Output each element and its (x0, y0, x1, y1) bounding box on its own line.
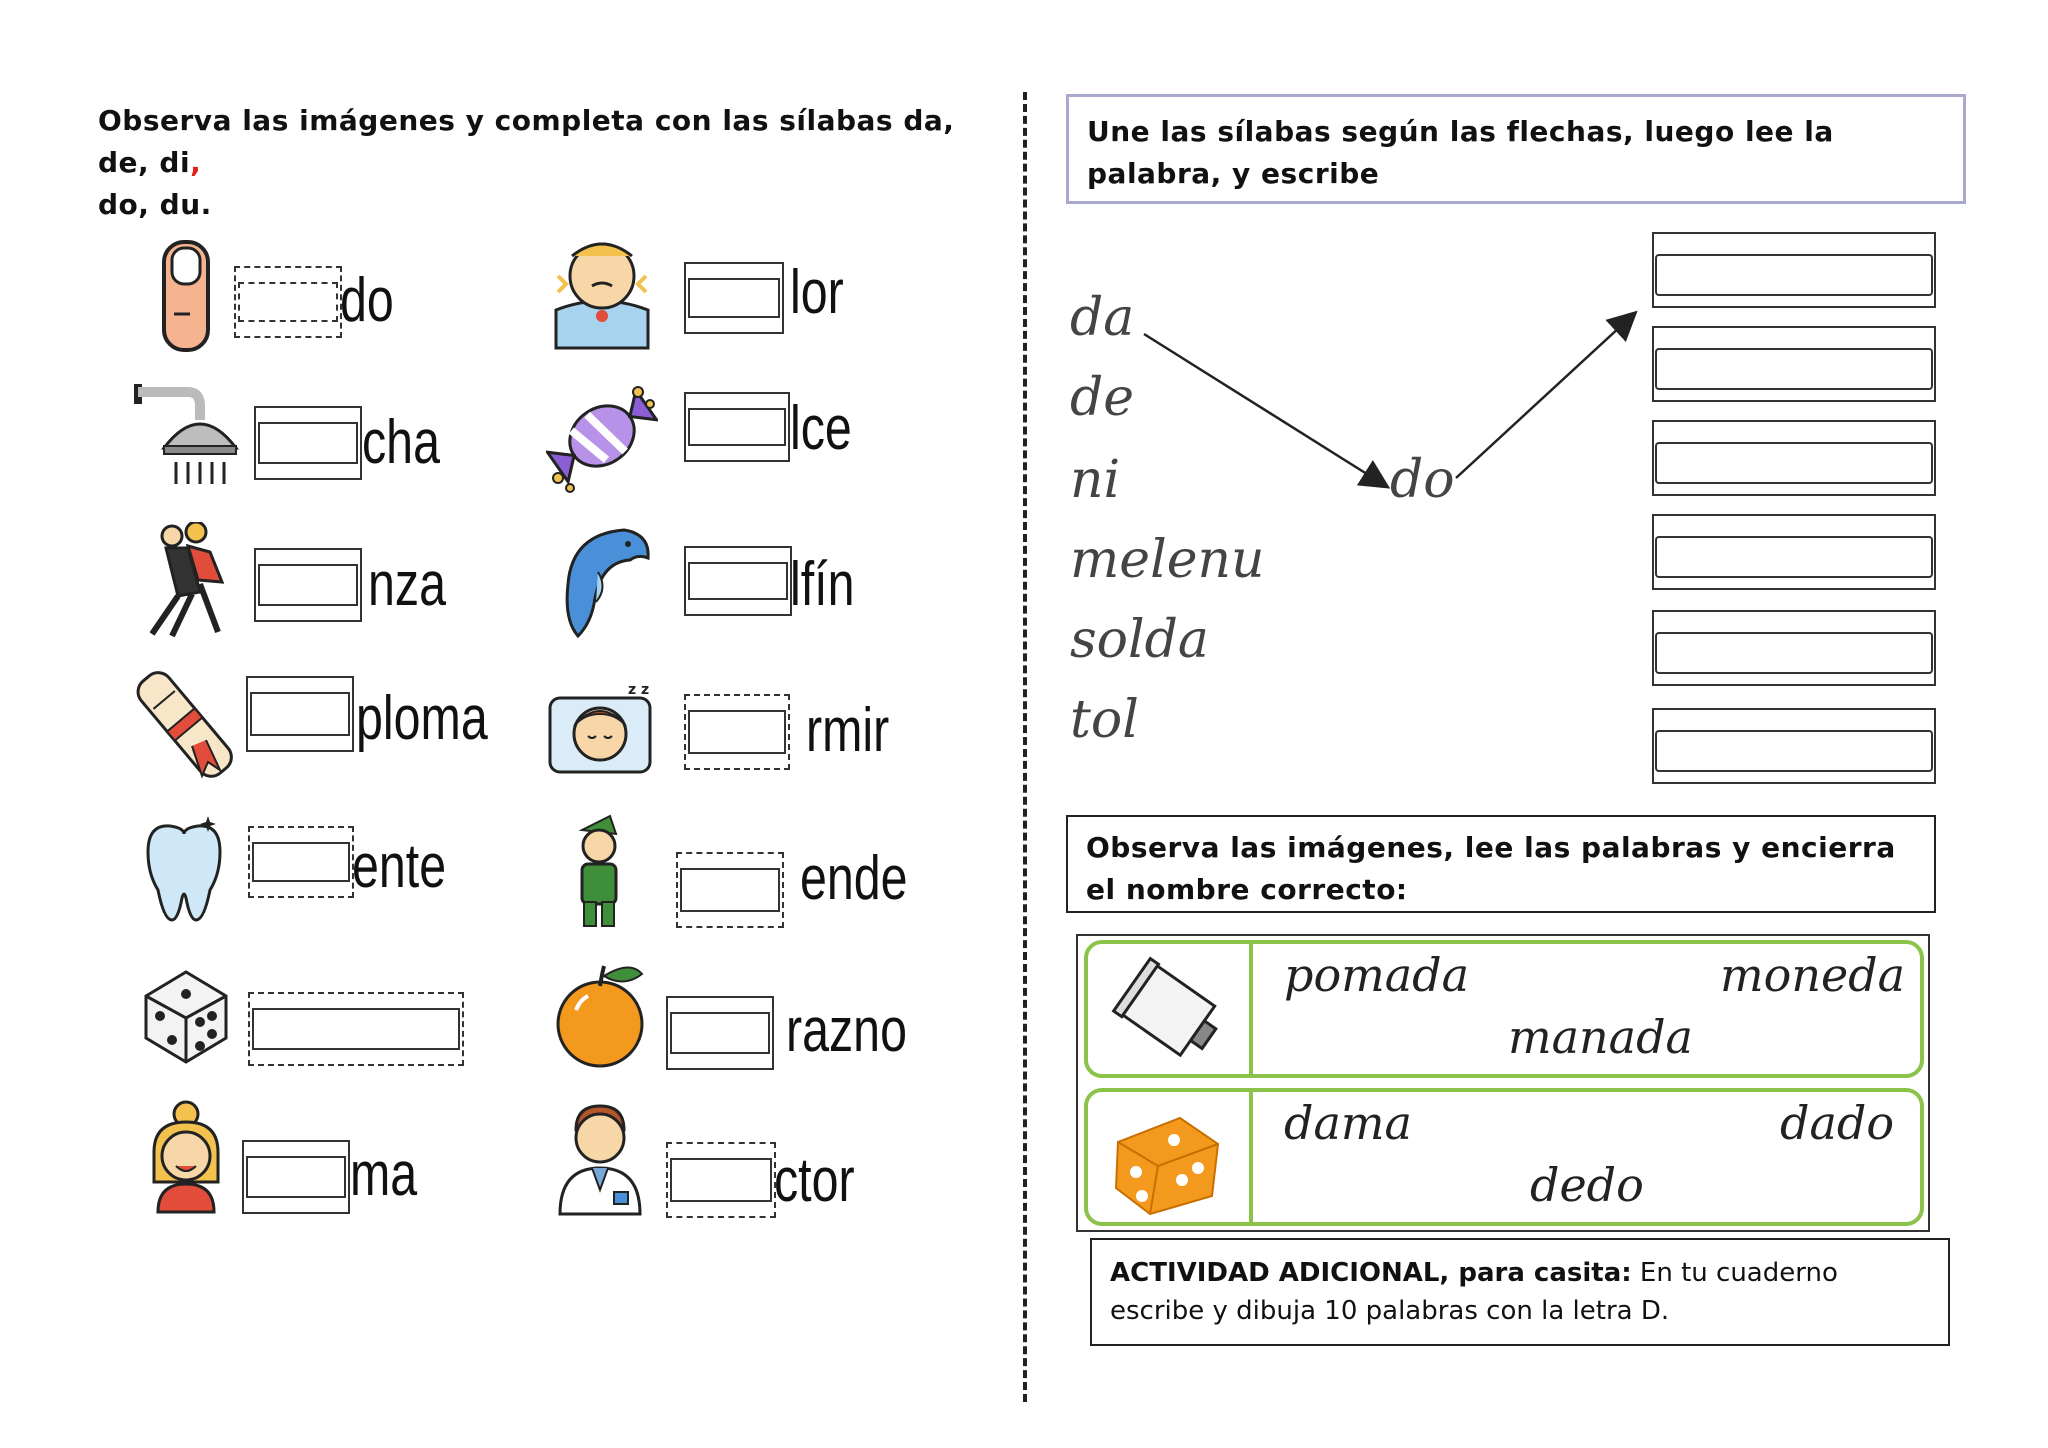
word-dedo[interactable]: dedo (1530, 1158, 1644, 1212)
word-dama[interactable]: dama (1284, 1096, 1412, 1150)
arrow-left (1144, 334, 1386, 486)
dice-icon (138, 966, 234, 1066)
answer-box-5[interactable] (254, 548, 362, 622)
extra-activity-bold: ACTIVIDAD ADICIONAL, para casita: (1110, 1258, 1632, 1288)
answer-box-11[interactable] (248, 992, 464, 1066)
dancers-icon (138, 522, 232, 640)
sleeping-boy-icon (546, 672, 654, 776)
word-pomada[interactable]: pomada (1284, 948, 1470, 1002)
extra-activity-box (1090, 1238, 1950, 1346)
answer-box-4[interactable] (684, 392, 790, 462)
instruction-text-a: Observa las imágenes y completa con las sílabas da, de, di (98, 104, 955, 179)
answer-box-1[interactable] (234, 266, 342, 338)
write-box-4[interactable] (1652, 514, 1936, 590)
syllable-8: rmir (806, 696, 890, 765)
syllable-5: nza (368, 550, 446, 619)
elf-icon (566, 812, 632, 930)
candy-icon (546, 378, 658, 494)
join-instructions-text: Une las sílabas según las flechas, luego lee la palabra, y escribe (1087, 115, 1834, 190)
diploma-icon (132, 666, 240, 786)
write-box-2[interactable] (1652, 326, 1936, 402)
syllable-14: ctor (774, 1146, 855, 1215)
choice-row-1-picture (1088, 944, 1253, 1074)
syllable-tol: tol (1070, 690, 1139, 750)
syllable-12: razno (786, 996, 907, 1065)
syllable-7: ploma (356, 684, 488, 753)
syllable-13: ma (350, 1140, 418, 1209)
extra-activity-text: En tu cuaderno escribe y dibuja 10 palabras con la letra D. (1110, 1258, 1838, 1326)
arrows-diagram (1140, 300, 1650, 500)
join-instructions-box (1066, 94, 1966, 204)
lady-icon (138, 1100, 234, 1216)
choice-row-2 (1084, 1088, 1924, 1226)
circle-instructions-box (1066, 815, 1936, 913)
write-box-5[interactable] (1652, 610, 1936, 686)
write-box-1[interactable] (1652, 232, 1936, 308)
syllable-da: da (1070, 288, 1135, 348)
syllable-10: ende (800, 844, 908, 913)
syllable-de: de (1070, 368, 1135, 428)
answer-box-12[interactable] (666, 996, 774, 1070)
svg-text:z z: z z (628, 682, 650, 698)
peach-icon (550, 960, 652, 1070)
syllable-ni: ni (1070, 450, 1121, 510)
doctor-icon (554, 1100, 646, 1216)
answer-box-10[interactable] (676, 852, 784, 928)
syllable-4: lce (790, 394, 852, 463)
word-moneda[interactable]: moneda (1720, 948, 1906, 1002)
word-manada[interactable]: manada (1508, 1010, 1693, 1064)
choice-row-2-picture (1088, 1092, 1253, 1222)
circle-instructions-text: Observa las imágenes, lee las palabras y encierra el nombre correcto: (1086, 831, 1896, 906)
syllable-melenu: melenu (1070, 530, 1265, 590)
instruction-text-b: do, du. (98, 188, 212, 221)
answer-box-13[interactable] (242, 1140, 350, 1214)
sore-throat-icon (548, 236, 656, 350)
answer-box-3[interactable] (254, 406, 362, 480)
arrow-right (1456, 314, 1634, 478)
answer-box-9[interactable] (248, 826, 354, 898)
write-box-6[interactable] (1652, 708, 1936, 784)
syllable-6: lfín (790, 550, 855, 619)
shower-icon (130, 380, 242, 490)
write-box-3[interactable] (1652, 420, 1936, 496)
instruction-comma: , (190, 146, 202, 179)
tooth-icon (138, 812, 230, 924)
syllable-2: lor (790, 258, 844, 327)
dolphin-icon (554, 524, 654, 640)
syllable-3: cha (362, 408, 440, 477)
syllable-solda: solda (1070, 610, 1209, 670)
center-syllable-do: do (1390, 450, 1455, 510)
page-divider (1023, 92, 1027, 1402)
word-dado[interactable]: dado (1780, 1096, 1895, 1150)
choice-row-1 (1084, 940, 1924, 1078)
answer-box-6[interactable] (684, 546, 792, 616)
syllable-9: ente (352, 832, 447, 901)
ointment-tube-icon (1088, 944, 1248, 1074)
answer-box-8[interactable] (684, 694, 790, 770)
answer-box-2[interactable] (684, 262, 784, 334)
orange-die-icon (1088, 1092, 1248, 1222)
finger-icon (150, 236, 220, 354)
word-choice-table (1076, 934, 1930, 1232)
syllable-1: do (340, 266, 394, 335)
left-instructions (98, 100, 978, 226)
answer-box-7[interactable] (246, 676, 354, 752)
answer-box-14[interactable] (666, 1142, 776, 1218)
